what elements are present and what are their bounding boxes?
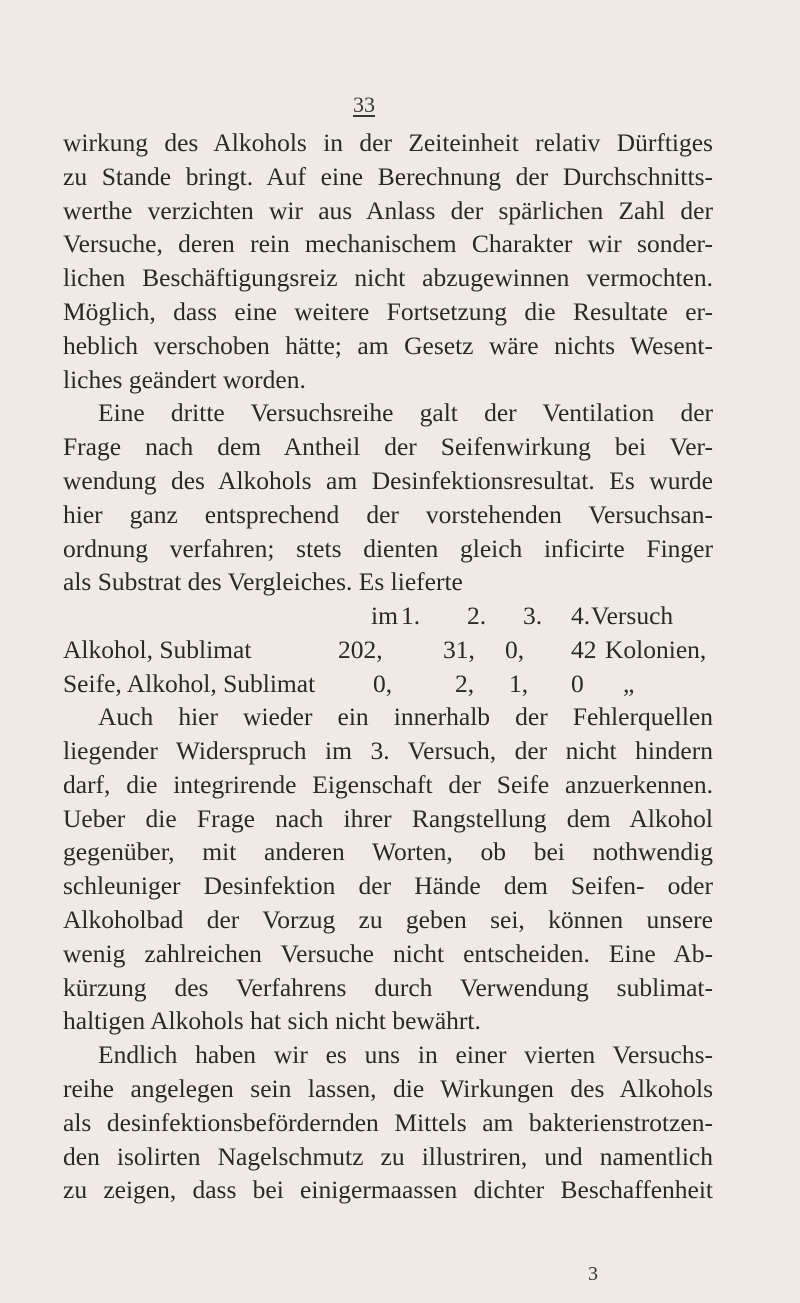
table-header-unit: Versuch (591, 601, 674, 631)
table-row-label: Seife, Alkohol, Sublimat (63, 668, 316, 698)
body-text (63, 126, 713, 1207)
table-row (63, 633, 713, 667)
text-line: ordnung verfahren; stets dienten gleich inficirte Finger (63, 533, 713, 563)
table-header-row (63, 599, 713, 633)
text-line: gegenüber, mit anderen Worten, ob bei nothwendig (63, 837, 713, 867)
table-cell: 2, (455, 668, 475, 698)
text-line: wendung des Alkohols am Desinfektionsresultat. Es wurde (63, 465, 713, 495)
table-row-label: Alkohol, Sublimat (63, 634, 252, 664)
text-line: reihe angelegen sein lassen, die Wirkungen des Alkohols (63, 1073, 713, 1103)
text-line: als Substrat des Vergleiches. Es lieferte (63, 567, 463, 597)
table-cell: 0 (571, 668, 584, 698)
text-line: werthe verzichten wir aus Anlass der spärlichen Zahl der (63, 195, 713, 225)
table-row-unit: „ (623, 668, 635, 698)
table-cell: 202, (338, 634, 383, 664)
table-header-col: 4. (571, 601, 591, 631)
text-line: Versuche, deren rein mechanischem Charakter wir sonder- (63, 229, 713, 259)
text-line: schleuniger Desinfektion der Hände dem Seifen- oder (63, 871, 713, 901)
text-line: Möglich, dass eine weitere Fortsetzung die Resultate er- (63, 296, 713, 326)
text-line: haltigen Alkohols hat sich nicht bewährt. (63, 1006, 481, 1036)
text-line: zu Stande bringt. Auf eine Berechnung der Durchschnitts- (63, 161, 713, 191)
page-number: 33 (353, 92, 375, 117)
table-cell: 0, (505, 634, 525, 664)
text-line: Ueber die Frage nach ihrer Rangstellung dem Alkohol (63, 803, 713, 833)
text-line: Auch hier wieder ein innerhalb der Fehlerquellen (98, 702, 713, 732)
text-line: lichen Beschäftigungsreiz nicht abzugewinnen vermochten. (63, 263, 713, 293)
table-cell: 31, (443, 634, 475, 664)
table-header-col: 2. (467, 601, 487, 631)
table-header-col: 1. (401, 601, 421, 631)
table-row-unit: Kolonien, (605, 634, 707, 664)
text-line: liegender Widerspruch im 3. Versuch, der nicht hindern (63, 735, 713, 765)
table-cell: 42 (571, 634, 597, 664)
text-line: den isolirten Nagelschmutz zu illustriren, und namentlich (63, 1141, 713, 1171)
text-line: wenig zahlreichen Versuche nicht entscheiden. Eine Ab- (63, 938, 713, 968)
table-header-col: 3. (523, 601, 543, 631)
text-line: liches geändert worden. (63, 364, 306, 394)
text-line: kürzung des Verfahrens durch Verwendung sublimat- (63, 972, 713, 1002)
text-line: als desinfektionsbefördernden Mittels am bakterienstrotzen- (63, 1107, 713, 1137)
table-row (63, 667, 713, 701)
text-line: Eine dritte Versuchsreihe galt der Ventilation der (98, 398, 713, 428)
table-cell: 0, (373, 668, 393, 698)
table-header-im: im (371, 601, 398, 631)
table-cell: 1, (509, 668, 529, 698)
text-line: darf, die integrirende Eigenschaft der Seife anzuerkennen. (63, 769, 713, 799)
text-line: heblich verschoben hätte; am Gesetz wäre nichts Wesent- (63, 330, 713, 360)
text-line: hier ganz entsprechend der vorstehenden Versuchsan- (63, 499, 713, 529)
text-line: Frage nach dem Antheil der Seifenwirkung bei Ver- (63, 432, 713, 462)
text-line: wirkung des Alkohols in der Zeiteinheit relativ Dürftiges (63, 128, 713, 157)
text-line: zu zeigen, dass bei einigermaassen dichter Beschaffenheit (63, 1175, 713, 1205)
text-line: Alkoholbad der Vorzug zu geben sei, können unsere (63, 904, 713, 934)
text-line: Endlich haben wir es uns in einer vierten Versuchs- (98, 1040, 713, 1070)
results-table (63, 599, 713, 700)
signature-mark: 3 (588, 1263, 598, 1285)
